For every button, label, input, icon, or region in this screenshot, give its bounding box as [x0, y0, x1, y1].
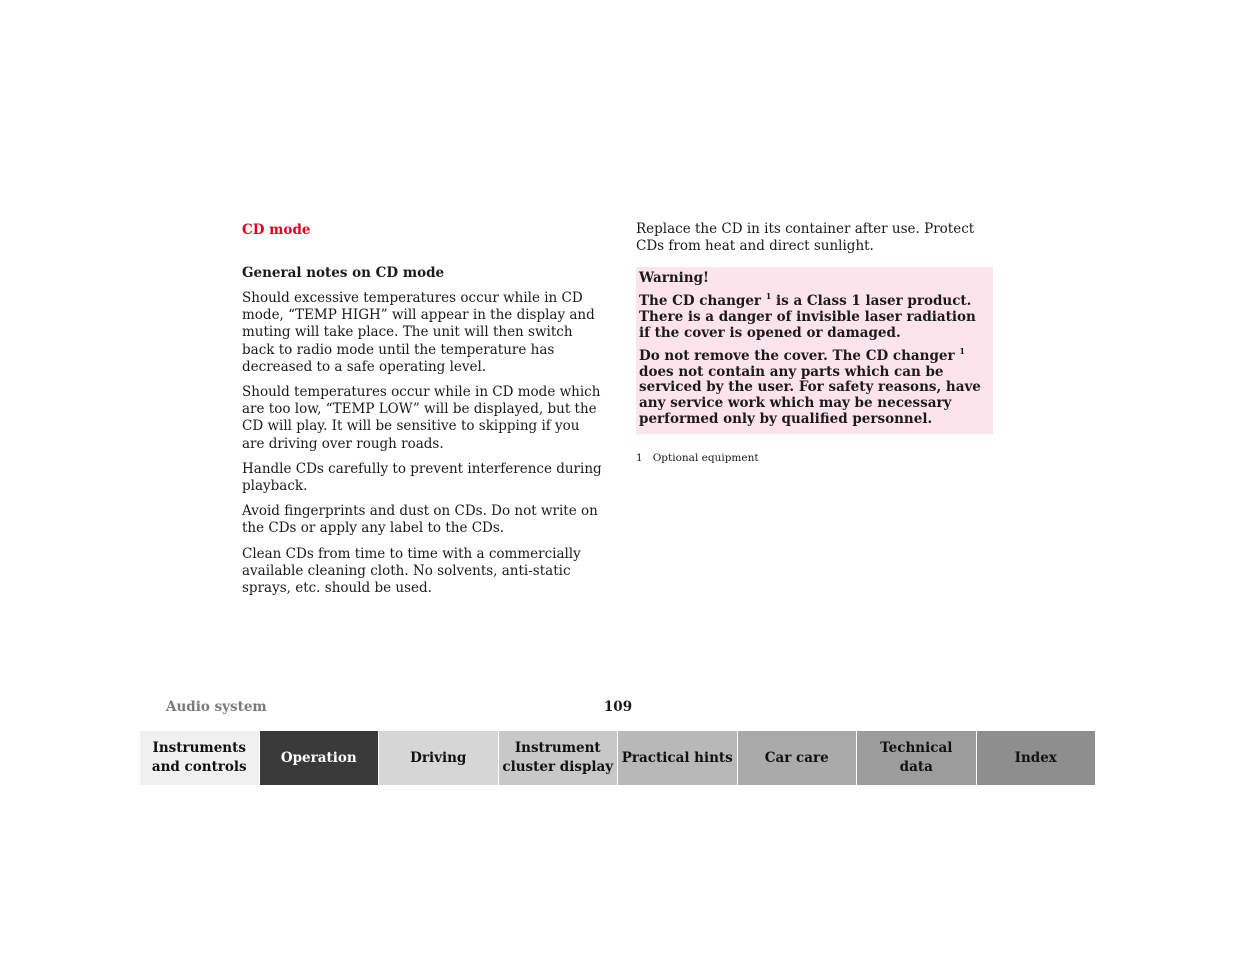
tab-practical-hints[interactable] [618, 731, 738, 785]
warning-text: is a Class 1 laser product. There is a danger of invisible laser radiation if the cover is opened or damaged. [639, 293, 976, 341]
tab-label: Instruments and controls [151, 740, 247, 775]
footnote-reference: 1 [959, 345, 965, 356]
tab-label: Index [1014, 749, 1057, 766]
footnote-reference: 1 [765, 291, 772, 302]
footnote [636, 451, 993, 465]
page-number: 109 [603, 699, 633, 715]
warning-text: Do not remove the cover. The CD changer [639, 347, 960, 364]
tab-car-care[interactable] [738, 731, 858, 785]
paragraph-handle-cds: Handle CDs carefully to prevent interference during playback. [242, 460, 602, 495]
tab-label: Driving [410, 749, 467, 766]
tab-label: Operation [280, 749, 357, 766]
tab-instruments-and-controls[interactable] [140, 731, 260, 785]
tab-technical-data[interactable] [857, 731, 977, 785]
warning-box [636, 267, 993, 433]
tab-label: Technical data [880, 740, 953, 775]
tab-index[interactable] [977, 731, 1096, 785]
left-column [242, 221, 604, 605]
chapter-nav-bar [140, 731, 1095, 785]
tab-label: Instrument cluster display [502, 740, 614, 775]
paragraph-replace-cd: Replace the CD in its container after use. Protect CDs from heat and direct sunlight. [636, 221, 975, 255]
footer-section-title: Audio system [166, 699, 267, 715]
warning-paragraph-cover [639, 345, 989, 428]
right-column [636, 221, 993, 465]
warning-paragraph-laser [639, 291, 989, 341]
warning-text: does not contain any parts which can be serviced by the user. For safety reasons, have any service work which may be necessary performed only by qualified personnel. [639, 363, 981, 427]
section-title: CD mode [242, 222, 311, 238]
tab-operation[interactable] [260, 731, 380, 785]
footnote-number: 1 [636, 451, 643, 464]
paragraph-temp-high: Should excessive temperatures occur while in CD mode, “TEMP HIGH” will appear in the display and muting will take place. The unit will then switch back to radio mode until the temperature has decreased to a safe operating level. [242, 290, 595, 375]
subsection-title: General notes on CD mode [242, 265, 445, 281]
tab-instrument-cluster-display[interactable] [499, 731, 619, 785]
tab-driving[interactable] [379, 731, 499, 785]
paragraph-fingerprints: Avoid fingerprints and dust on CDs. Do not write on the CDs or apply any label to the CDs. [242, 503, 598, 537]
paragraph-temp-low: Should temperatures occur while in CD mode which are too low, “TEMP LOW” will be displayed, but the CD will play. It will be sensitive to skipping if you are driving over rough roads. [242, 384, 601, 452]
warning-title: Warning! [639, 270, 709, 287]
footnote-text: Optional equipment [652, 451, 759, 464]
tab-label: Practical hints [621, 749, 733, 766]
paragraph-cleaning: Clean CDs from time to time with a commercially available cleaning cloth. No solvents, anti-static sprays, etc. should be used. [242, 545, 581, 597]
tab-label: Car care [764, 749, 829, 766]
warning-text: The CD changer [639, 293, 766, 310]
